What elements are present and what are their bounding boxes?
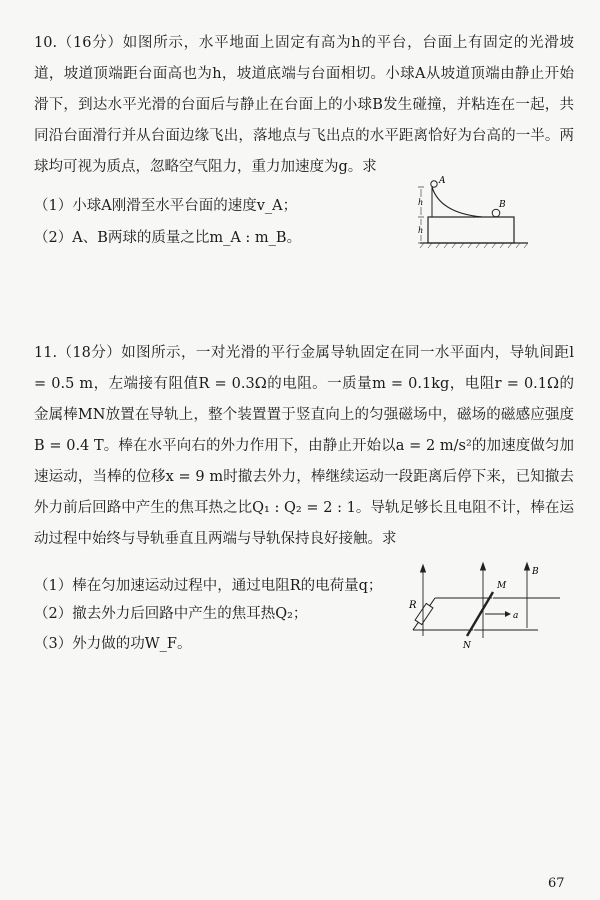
ramp-curve bbox=[432, 187, 482, 217]
problem11-q1: （1）棒在匀加速运动过程中，通过电阻R的电荷量q； bbox=[34, 578, 383, 594]
page-number: 67 bbox=[548, 876, 565, 891]
label-field: B bbox=[532, 567, 539, 577]
label-n: N bbox=[463, 641, 471, 651]
label-accel: a bbox=[513, 611, 519, 621]
problem10-body: 如图所示，水平地面上固定有高为h的平台，台面上有固定的光滑坡道，坡道顶端距台面高也为h，坡道底端与台面相切。小球A从坡道顶端由静止开始滑下，到达水平光滑的台面后与静止在台面上的小球B发生碰撞，并粘连在一起，共同沿台面滑行并从台面边缘飞出，落地点与飞出点的水平距离恰好为台高的一半。两球均可视为质点，忽略空气阻力，重力加速度为g。求 bbox=[34, 35, 574, 175]
problem10-figure bbox=[410, 175, 540, 255]
problem10-text bbox=[34, 28, 574, 183]
problem11-q3: （3）外力做的功W_F。 bbox=[34, 636, 192, 652]
label-a: A bbox=[439, 176, 446, 186]
ball-b bbox=[492, 209, 500, 217]
problem11-q2: （2）撤去外力后回路中产生的焦耳热Q₂； bbox=[34, 606, 308, 622]
problem10-heading: 10.（16分） bbox=[34, 35, 123, 51]
problem11-figure bbox=[405, 558, 575, 658]
resistor bbox=[415, 603, 433, 624]
problem11-text bbox=[34, 338, 574, 555]
label-r: R bbox=[409, 600, 417, 611]
label-m: M bbox=[497, 581, 507, 591]
problem10-q1: （1）小球A刚滑至水平台面的速度v_A； bbox=[34, 198, 298, 214]
label-b: B bbox=[499, 200, 506, 210]
ball-a bbox=[431, 181, 437, 187]
label-h2: h bbox=[418, 226, 424, 235]
platform bbox=[428, 217, 514, 243]
problem11-body: 如图所示，一对光滑的平行金属导轨固定在同一水平面内，导轨间距l = 0.5 m，左端接有阻值R = 0.3Ω的电阻。一质量m = 0.1kg，电阻r = 0.1Ω的金属棒MN放置在导轨上，整个装置置于竖直向上的匀强磁场中，磁场的磁感应强度B = 0.4 T。棒在水平向右的外力作用下，由静止开始以a = 2 m/s²的加速度做匀加速运动，当棒的位移x = 9 m时撤去外力，棒继续运动一段距离后停下来，已知撤去外力前后回路中产生的焦耳热之比Q₁ : Q₂ = 2 : 1。导轨足够长且电阻不计，棒在运动过程中始终与导轨垂直且两端与导轨保持良好接触。求 bbox=[34, 345, 574, 547]
label-h1: h bbox=[418, 198, 424, 207]
problem11-heading: 11.（18分） bbox=[34, 345, 122, 361]
problem10-q2: （2）A、B两球的质量之比m_A : m_B。 bbox=[34, 230, 302, 246]
